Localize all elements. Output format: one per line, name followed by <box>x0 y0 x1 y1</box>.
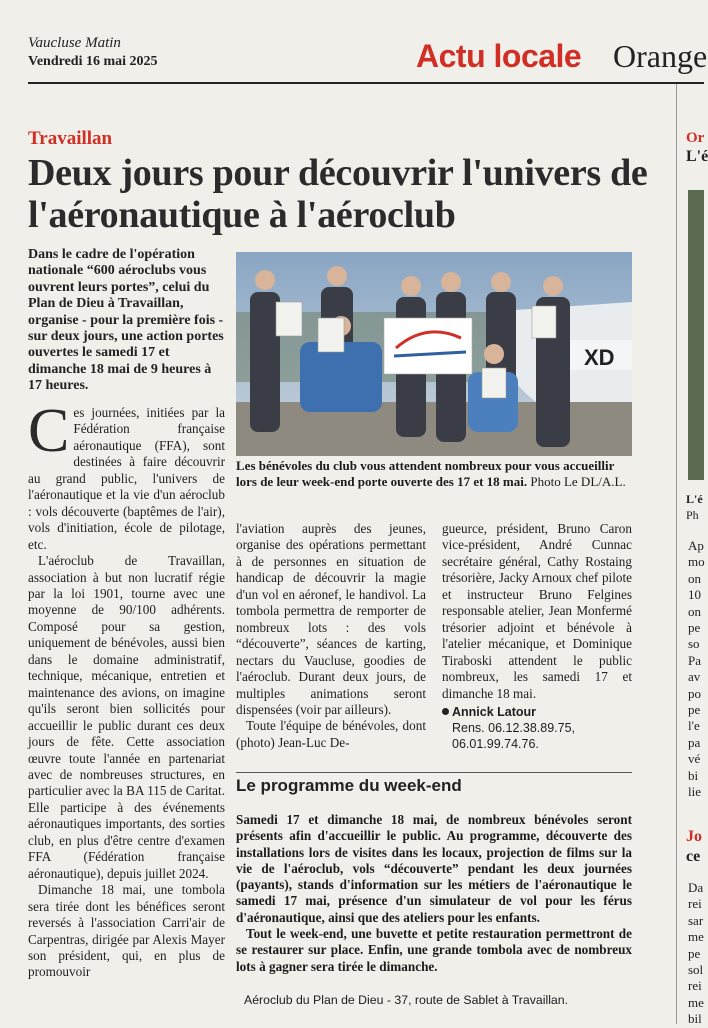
masthead-rule <box>28 82 704 84</box>
author-signature <box>442 704 632 720</box>
strip-line: bi <box>688 767 699 783</box>
strip-line: Da <box>688 880 704 895</box>
paragraph-2: L'aéroclub de Travaillan, association à but non lucratif régie par la loi 1901, tourne avec une moyenne de 90/100 adhérents. Composé pour sa gestion, uniquement de bénévoles, aussi bien dans le domaine administratif, technique, mécanique, entretien et maintenance des avions, on imagine qu'ils seront bien sollicités pour accueillir le public durant ces deux jours de fête. Cette association œuvre toute l'année en partenariat avec de nombreuses structures, en particulier avec la BA 115 de Caritat. Elle participe à des événements aéronautiques importants, des sorties club, en plus d'être centre d'examen FFA (Fédération française aéronautique), depuis juillet 2024. <box>28 553 225 881</box>
strip-line: pe <box>688 945 701 961</box>
next-article-photo <box>688 190 704 480</box>
photo-credit: Photo Le DL/A.L. <box>530 474 626 489</box>
issue-date: Vendredi 16 mai 2025 <box>28 54 158 69</box>
article-column-2 <box>236 521 426 751</box>
drop-cap: C <box>28 397 70 465</box>
next-article-2-kicker: Jo <box>686 828 702 845</box>
newspaper-name: Vaucluse Matin <box>28 35 121 51</box>
strip-line: av <box>688 669 701 685</box>
next-article-credit: Ph <box>686 508 699 522</box>
article-kicker: Travaillan <box>28 128 113 149</box>
paragraph-6: gueurce, président, Bruno Caron vice-président, André Cunnac secrétaire général, Cathy Rostaing trésorière, Jacky Arnoux chef pilote et instructeur Bruno Felgines responsable atelier, Jean Monfermé trésorier adjoint et bénévole à l'atelier mécanique, et Dominique Tiraboski attendent le public nombreux, les samedi 17 et dimanche 18 mai. <box>442 521 632 701</box>
paragraph-4: l'aviation auprès des jeunes, organise des opérations permettant à de personnes en situation de handicap de découvrir la magie d'un vol en aéronef, le handivol. La tombola permettra de remporter de nombreux lots : des vols “découverte”, séances de karting, nectars du Vaucluse, goodies de l'aéroclub. Durant deux jours, de multiples animations seront dispensées (voir par ailleurs). <box>236 521 426 717</box>
bullet-icon <box>442 708 449 715</box>
section-title: Actu locale <box>416 38 582 74</box>
strip-line: sol <box>688 962 704 978</box>
strip-line: 10 <box>688 587 701 603</box>
strip-line: pe <box>688 702 701 718</box>
paragraph-1: es journées, initiées par la Fédération française aéronautique (FFA), sont destinées à faire découvrir au grand public, l'univers de l'aéronautique et la vie d'un aéroclub : vols découverte (baptêmes de l'air), vols d'initiation, école de pilotage, etc. <box>28 405 225 552</box>
strip-line: pe <box>688 620 701 636</box>
paragraph-5: Toute l'équipe de bénévoles, dont (photo) Jean-Luc De- <box>236 718 426 750</box>
article-photo <box>236 252 632 456</box>
next-article-2-head: ce <box>686 848 701 865</box>
programme-title: Le programme du week-end <box>236 776 462 795</box>
strip-line: mo <box>688 554 705 570</box>
group-photo-illustration <box>236 252 632 456</box>
strip-line: vé <box>688 751 701 767</box>
strip-line: rei <box>688 896 702 912</box>
section-city: Orange <box>613 38 708 74</box>
programme-paragraph-2: Tout le week-end, une buvette et petite restauration permettront de se restaurer sur place. Enfin, une grande tombola avec de nombreux lots à gagner sera tirée le dimanche. <box>236 926 632 974</box>
strip-line: Ap <box>688 538 704 553</box>
contact-phone-1: Rens. 06.12.38.89.75, <box>452 721 576 736</box>
box-top-rule <box>236 772 632 773</box>
strip-line: sar <box>688 912 704 928</box>
strip-line: rei <box>688 978 702 994</box>
caption-text: Les bénévoles du club vous attendent nombreux pour vous accueillir lors de leur week-end porte ouverte des 17 et 18 mai. <box>236 458 615 489</box>
author-name: Annick Latour <box>452 704 537 719</box>
article-column-3 <box>442 521 632 752</box>
photo-caption <box>236 458 632 490</box>
article-lead: Dans le cadre de l'opération nationale “600 aéroclubs vous ouvrent leurs portes”, celui du Plan de Dieu à Travaillan, organise - pour la première fois - sur deux jours, une action portes ouvertes le samedi 17 et dimanche 18 mai de 9 heures à 17 heures. <box>28 247 224 394</box>
programme-paragraph-1: Samedi 17 et dimanche 18 mai, de nombreux bénévoles seront présents afin d'accueillir le public. Au programme, découverte des installations lors de visites dans les locaux, projection de films sur la vie de l'aéroclub, vols “découverte” pendant les deux journées (payants), stands d'information sur les métiers de l'aéronautique le samedi 17 mai, présence d'un simulateur de vol pour les férus d'aéronautique, ainsi que des ateliers pour les enfants. <box>236 812 632 925</box>
next-article-caption: L'é <box>686 492 703 506</box>
strip-line: l'e <box>688 718 700 734</box>
strip-line: on <box>688 570 701 586</box>
column-divider <box>676 84 677 1024</box>
next-article-kicker: Or <box>686 130 705 146</box>
strip-line: po <box>688 685 701 701</box>
strip-line: pa <box>688 734 701 750</box>
programme-address: Aéroclub du Plan de Dieu - 37, route de Sablet à Travaillan. <box>244 993 569 1007</box>
next-article-head: L'é <box>686 148 708 165</box>
programme-body <box>236 812 632 975</box>
paragraph-3: Dimanche 18 mai, une tombola sera tirée dont les bénéfices seront reversés à l'association Carri'air de Carpentras, dirigée par Alexis Mayer son président, qui, en plus de promouvoir <box>28 882 225 980</box>
strip-line: lie <box>688 784 701 800</box>
strip-line: me <box>688 994 704 1010</box>
contact-phone-2: 06.01.99.74.76. <box>452 737 539 752</box>
strip-line: me <box>688 929 704 945</box>
strip-line: Pa <box>688 652 701 668</box>
next-article-text <box>688 538 708 801</box>
article-headline: Deux jours pour découvrir l'univers de l'aéronautique à l'aéroclub <box>28 152 648 236</box>
next-article-2-text <box>688 880 708 1028</box>
strip-line: so <box>688 636 700 652</box>
aircraft-registration: XD <box>584 345 615 370</box>
strip-line: on <box>688 603 701 619</box>
strip-line: bil <box>688 1011 702 1027</box>
article-column-1 <box>28 397 225 981</box>
